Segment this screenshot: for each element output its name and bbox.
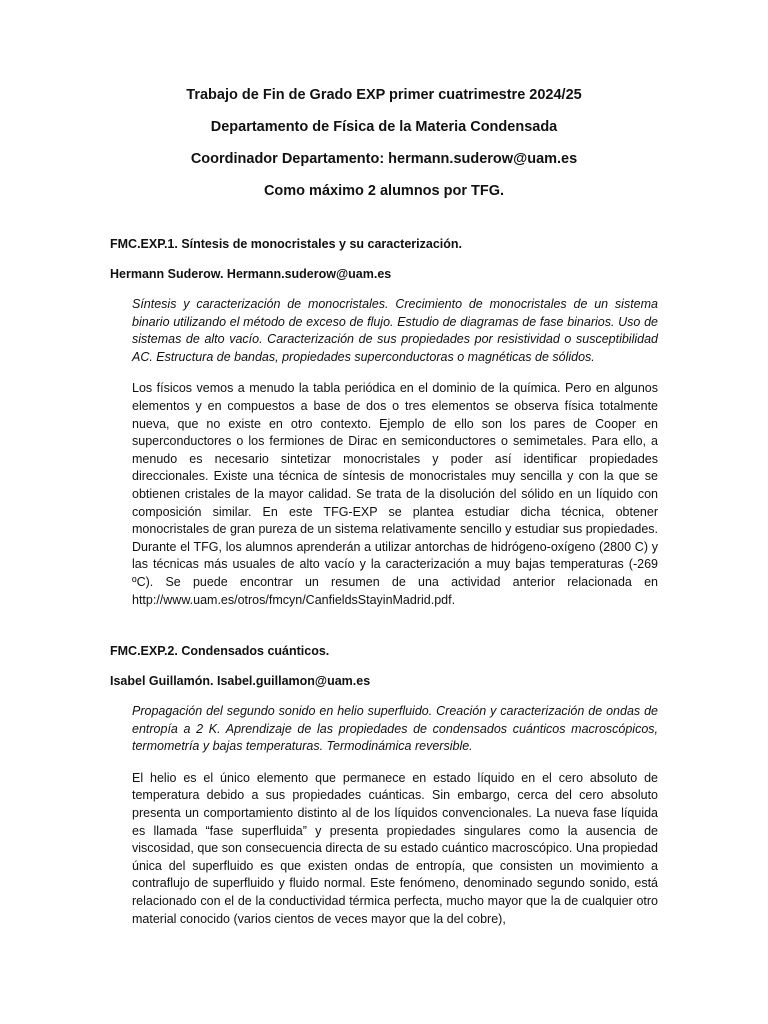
project-description: El helio es el único elemento que permanece en estado líquido en el cero absoluto de temperatura debido a sus propiedades cuánticas. Sin embargo, cerca del cero absoluto presenta un comportamiento distinto al de los líquidos convencionales. La nueva fase líquida es llamada “fase superfluida” y presenta propiedades singulares como la ausencia de viscosidad, que son consecuencia directa de su estado cuántico macroscópico. Una propiedad única del superfluido es que existen ondas de entropía, que consisten un movimiento a contraflujo de superfluido y fluido normal. Este fenómeno, denominado segundo sonido, está relacionado con el de la conductividad térmica perfecta, mucho mayor que la de cualquier otro material conocido (varios cientos de veces mayor que la del cobre), [132, 770, 658, 926]
project-summary: Síntesis y caracterización de monocristales. Crecimiento de monocristales de un sistema binario utilizando el método de exceso de flujo. Estudio de diagramas de fase binarios. Uso de sistemas de alto vacío. Caracterización de sus propiedades por resistividad o susceptibilidad AC. Estructura de bandas, propiedades superconductoras o magnéticas de sólidos. [132, 297, 658, 364]
project-summary: Propagación del segundo sonido en helio superfluido. Creación y caracterización de ondas de entropía a 2 K. Aprendizaje de las propiedades de condensados cuánticos macroscópicos, termometría y bajas temperaturas. Termodinámica reversible. [132, 704, 658, 754]
project-title: FMC.EXP.1. Síntesis de monocristales y su caracterización. [110, 237, 462, 251]
document-header [110, 86, 658, 200]
project-fmc-exp-2 [110, 643, 658, 928]
department-line: Departamento de Física de la Materia Condensada [210, 119, 558, 135]
project-fmc-exp-1 [110, 236, 658, 609]
project-title: FMC.EXP.2. Condensados cuánticos. [110, 644, 330, 659]
coordinator-line: Coordinador Departamento: hermann.suderow@uam.es [190, 151, 578, 167]
max-students-line: Como máximo 2 alumnos por TFG. [263, 183, 505, 199]
project-description: Los físicos vemos a menudo la tabla periódica en el dominio de la química. Pero en algunos elementos y en compuestos a base de dos o tres elementos se observa física totalmente nueva, que no existe en otro contexto. Ejemplo de ello son los pares de Cooper en superconductores o los fermiones de Dirac en semiconductores o semimetales. Para ello, a menudo es necesario sintetizar monocristales y poder así identificar propiedades direccionales. Existe una técnica de síntesis de monocristales muy sencilla y con la que se obtienen cristales de la mayor calidad. Se trata de la disolución del sólido en un líquido con composición similar. En este TFG-EXP se plantea estudiar dicha técnica, obtener monocristales de gran pureza de un sistema relativamente sencillo y estudiar sus propiedades. Durante el TFG, los alumnos aprenderán a utilizar antorchas de hidrógeno-oxígeno (2800 C) y las técnicas más usuales de alto vacío y la caracterización a muy bajas temperaturas (-269 ºC). Se puede encontrar un resumen de una actividad anterior relacionada en http://www.uam.es/otros/fmcyn/CanfieldsStayinMadrid.pdf. [132, 381, 658, 607]
project-author: Isabel Guillamón. Isabel.guillamon@uam.es [110, 674, 371, 689]
project-author: Hermann Suderow. Hermann.suderow@uam.es [110, 267, 392, 281]
title-line: Trabajo de Fin de Grado EXP primer cuatrimestre 2024/25 [186, 87, 582, 103]
